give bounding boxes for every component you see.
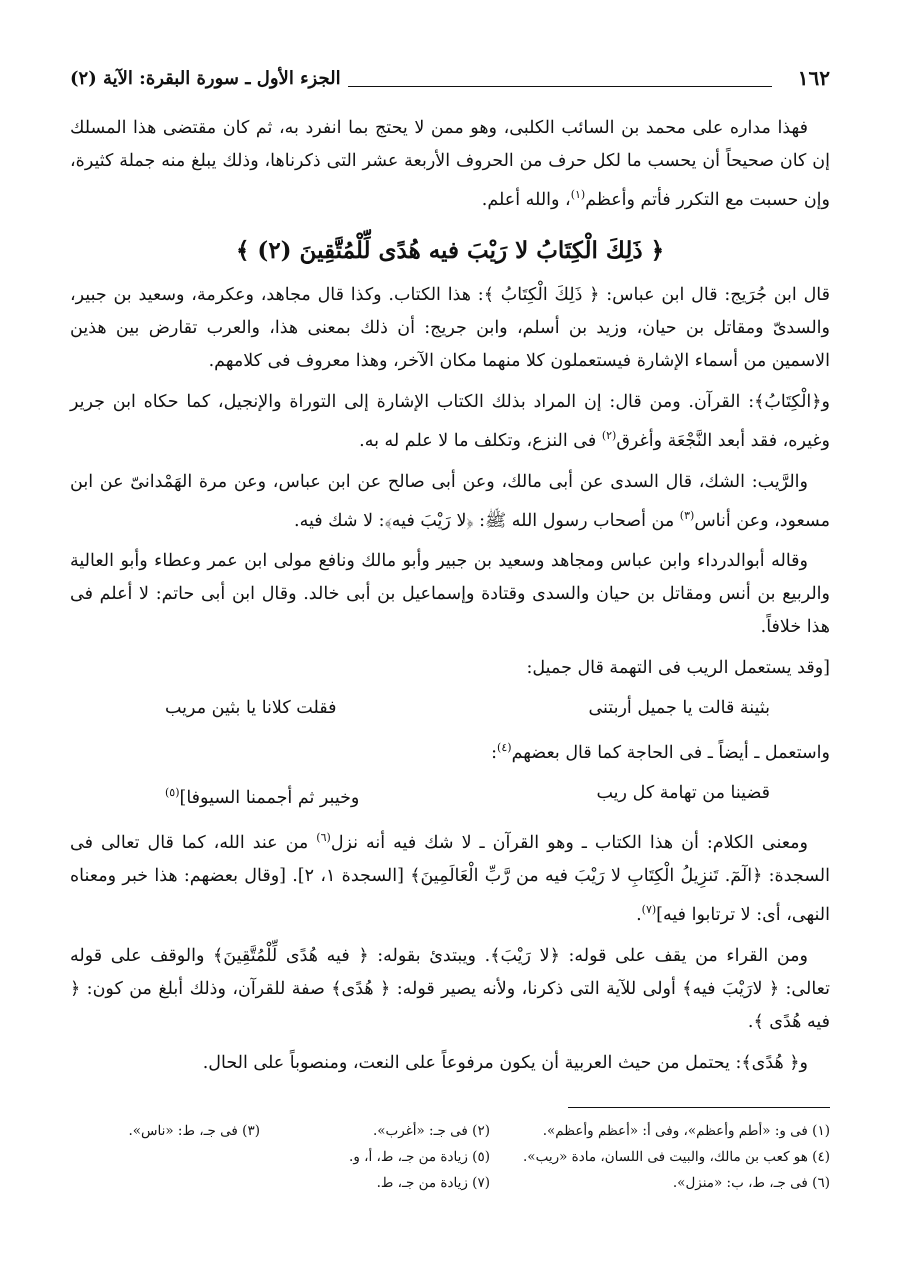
footnote-rule (568, 1107, 830, 1108)
running-title: الجزء الأول ـ سورة البقرة: الآية (٢) (70, 68, 341, 89)
footnote-ref[interactable]: (٢) (601, 428, 617, 442)
paragraph-text: فى النزع، وتكلف ما لا علم له به. (359, 430, 602, 451)
footnotes (70, 1118, 830, 1196)
paragraph-8 (70, 821, 830, 932)
page-number: ١٦٢ (797, 66, 830, 90)
paragraph-5: وقاله أبوالدرداء وابن عباس ومجاهد وسعيد بن جبير وأبو مالك ونافع مولى ابن عمر وعطاء وأبو العالية والربيع بن أنس ومقاتل بن حيان والسدى وقتادة وإسماعيل بن أبى خالد. وقال ابن أبى حاتم: لا أعلم فى هذا خلافاً. (70, 551, 830, 638)
footnote-7: (٧) زيادة من جـ، ط. (376, 1175, 490, 1191)
paragraph-10: و﴿ هُدًى﴾: يحتمل من حيث العربية أن يكون مرفوعاً على النعت، ومنصوباً على الحال. (202, 1052, 808, 1073)
paragraph-text: من عند الله، كما قال تعالى فى السجدة: ﴿الٓمٓ. تَنزِيلُ الْكِتَابِ لا رَيْبَ فيه من رَّبِّ الْعَالَمِينَ﴾ [السجدة ١، ٢]. [وقال بعضهم: هذا خبر ومعناه النهى، أى: لا ترتابوا فيه] (70, 832, 830, 925)
paragraph-text: واستعمل ـ أيضاً ـ فى الحاجة كما قال بعضهم (511, 743, 830, 764)
footnote-ref[interactable]: (٣) (679, 508, 695, 522)
footnote-row (70, 1118, 830, 1144)
footnote-6: (٦) فى جـ، ط، ب: «منزل». (672, 1175, 830, 1191)
footnote-2: (٢) فى جـ: «أغرب». (372, 1123, 490, 1139)
paragraph-text: من أصحاب رسول الله ﷺ: ﴿لا رَيْبَ فيه﴾: لا شك فيه. (294, 510, 680, 531)
poem-verse-1 (165, 691, 770, 725)
footnote-5: (٥) زيادة من جـ، ط، أ، و. (349, 1149, 490, 1165)
poem-hemistich (165, 776, 359, 815)
paragraph-text: و﴿الْكِتَابُ﴾: القرآن. ومن قال: إن المراد بذلك الكتاب الإشارة إلى التوراة والإنجيل، كما حكاه ابن جرير وغيره، فقد أبعد النَّجْعَة وأغرق (70, 391, 830, 451)
footnote-row (70, 1170, 830, 1196)
paragraph-text: . (636, 904, 642, 925)
paragraph-text: ومعنى الكلام: أن هذا الكتاب ـ وهو القرآن ـ لا شك فيه أنه نزل (330, 832, 808, 853)
poem-hemistich: فقلت كلانا يا بثين مريب (165, 698, 337, 719)
paragraph-text: ، والله أعلم. (481, 189, 571, 210)
poem-hemistich: قضينا من تهامة كل ريب (596, 783, 770, 804)
paragraph-6: [وقد يستعمل الريب فى التهمة قال جميل: (526, 658, 830, 679)
page-body (70, 112, 830, 1088)
footnote-ref[interactable]: (١) (570, 188, 586, 201)
footnote-4: (٤) هو كعب بن مالك، والبيت فى اللسان، مادة «ريب». (523, 1149, 830, 1165)
paragraph-4 (70, 466, 830, 538)
page-header (70, 64, 830, 98)
footnote-ref[interactable]: (٥) (165, 786, 180, 800)
footnote-1: (١) فى و: «أطم وأعظم»، وفى أ: «أعظم وأعظم». (542, 1123, 830, 1139)
footnote-3: (٣) فى جـ، ط: «ناس». (128, 1123, 260, 1139)
quran-verse-heading: ﴿ ذَلِكَ الْكِتَابُ لا رَيْبَ فيه هُدًى لِّلْمُتَّقِينَ (٢) ﴾ (235, 236, 665, 264)
header-rule (348, 86, 772, 87)
poem-hemistich: بثينة قالت يا جميل أربتنى (588, 698, 770, 719)
paragraph-text: : (491, 743, 498, 764)
poem-verse-2 (165, 776, 770, 815)
footnote-ref[interactable]: (٧) (641, 902, 657, 916)
paragraph-3 (70, 386, 830, 458)
footnote-ref[interactable]: (٦) (316, 831, 331, 845)
paragraph-text: فهذا مداره على محمد بن السائب الكلبى، وهو ممن لا يحتج بما انفرد به، ثم كان مقتضى هذا المسلك إن كان صحيحاً أن يحسب ما لكل حرف من الحروف الأربعة عشر التى ذكرناها، وذلك يبلغ منه جملة كثيرة، وإن حسبت مع التكرر فأتم وأعظم (70, 118, 830, 210)
poem-text: وخيبر ثم أجممنا السيوفا] (179, 788, 360, 809)
paragraph-7 (70, 731, 830, 770)
paragraph-1 (70, 112, 830, 217)
paragraph-2: قال ابن جُرَيج: قال ابن عباس: ﴿ ذَلِكَ الْكِتَابُ ﴾: هذا الكتاب. وكذا قال مجاهد، وعكرمة، وسعيد بن جبير، والسدىّ ومقاتل بن حيان، وزيد بن أسلم، وابن جريج: أن ذلك بمعنى هذا، والعرب تقارض بين هذين الاسمين من أسماء الإشارة فيستعملون كلا منهما مكان الآخر، وهذا معروف فى كلامهم. (70, 284, 830, 371)
footnote-row (70, 1144, 830, 1170)
paragraph-text: والرَّيب: الشك، قال السدى عن أبى مالك، وعن أبى صالح عن ابن عباس، وعن مرة الهَمْدانىّ عن ابن مسعود، وعن أناس (70, 471, 830, 531)
footnote-ref[interactable]: (٤) (497, 741, 512, 755)
paragraph-9: ومن القراء من يقف على قوله: ﴿لا رَيْبَ﴾. ويبتدئ بقوله: ﴿ فيه هُدًى لِّلْمُتَّقِينَ﴾ والوقف على قوله تعالى: ﴿ لارَيْبَ فيه﴾ أولى للآية التى ذكرنا، ولأنه يصير قوله: ﴿ هُدًى﴾ صفة للقرآن، وذلك أبلغ من كون: ﴿ فيه هُدًى ﴾. (70, 945, 830, 1032)
